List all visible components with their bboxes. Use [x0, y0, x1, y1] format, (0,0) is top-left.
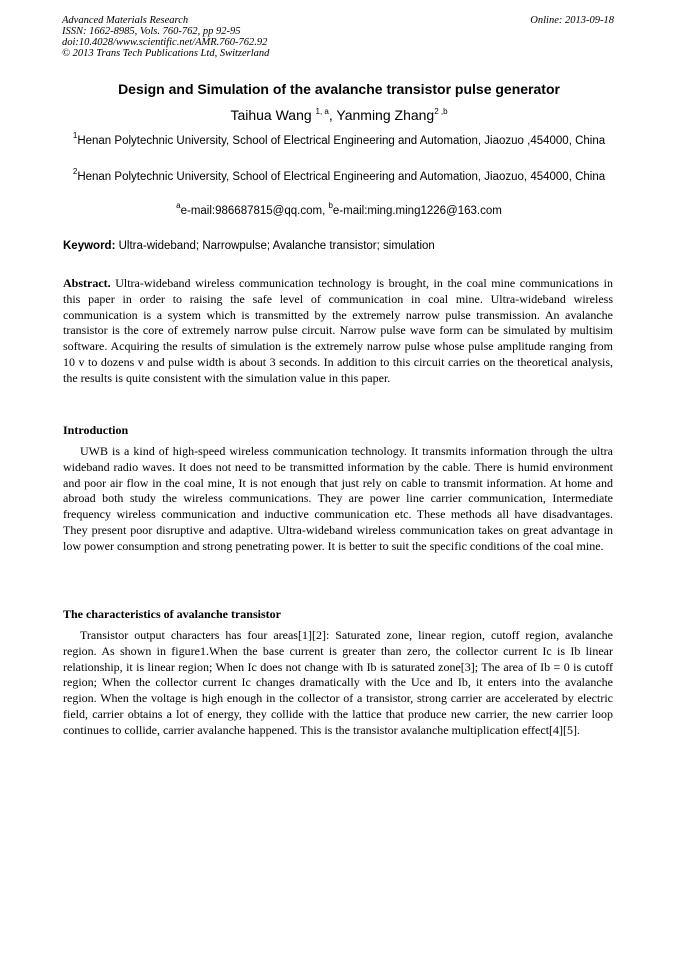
author-superscript: 1, a [315, 107, 329, 116]
affiliation-text: Henan Polytechnic University, School of Electrical Engineering and Automation, Jiaozuo ,454000, China [77, 135, 606, 147]
issn-line: ISSN: 1662-8985, Vols. 760-762, pp 92-95 [62, 26, 241, 37]
email-link[interactable]: e-mail:986687815@qq.com, [180, 205, 329, 217]
email-link[interactable]: e-mail:ming.ming1226@163.com [332, 205, 502, 217]
section-body: Transistor output characters has four areas[1][2]: Saturated zone, linear region, cutoff region, avalanche region. As shown in figure1.When the base current is greater than zero, the collector current Ic is Ib linear relationship, it is linear region; When Ic does not change with Ib is saturated zone[3]; The area of Ib = 0 is cutoff region; When the collector current Ic changes dramatically with the Uce and Ib, it enters into the avalanche region. When the voltage is high enough in the collector of a transistor, strong carrier are accelerated by electric field, carrier obtains a lot of energy, they collide with the lattice that produce new carrier, the new carrier loop continues to collide, carrier avalanche happened. This is the transistor avalanche multiplication effect[4][5]. [63, 628, 613, 737]
keywords [63, 240, 617, 252]
keyword-label: Keyword: [63, 240, 116, 252]
email-superscript: b [328, 201, 333, 210]
paper-title: Design and Simulation of the avalanche transistor pulse generator [118, 81, 560, 97]
affiliation-superscript: 1 [72, 131, 78, 140]
journal-name: Advanced Materials Research [62, 15, 189, 26]
author-name: Yanming Zhang [336, 107, 435, 123]
author-name: Taihua Wang [230, 107, 312, 123]
section-heading: The characteristics of avalanche transistor [63, 607, 281, 621]
affiliation-text: Henan Polytechnic University, School of Electrical Engineering and Automation, Jiaozuo, 454000, China [77, 171, 606, 183]
email-superscript: a [176, 201, 181, 210]
running-header [62, 15, 269, 59]
affiliation-superscript: 2 [72, 167, 78, 176]
abstract-label: Abstract. [63, 276, 111, 290]
author-superscript: 2 ,b [434, 107, 448, 116]
email-line [0, 201, 678, 217]
section-body: UWB is a kind of high-speed wireless communication technology. It transmits information through the ultra wideband radio waves. It does not need to be transmitted information by the cable. There is humid environment and poor air flow in the coal mine, It is not enough that just rely on cable to transmit information. At home and abroad both study the wireless communications. They are power line carrier communication, Intermediate frequency wireless communication and inductive communication etc. These methods all have disadvantages. They present poor disruptive and adaptive. Ultra-wideband wireless communication takes on great advantage in low power consumption and strong penetrating power. It is better to suit the specific conditions of the coal mine. [63, 444, 613, 553]
section-heading: Introduction [63, 423, 129, 437]
online-date: Online: 2013-09-18 [530, 15, 614, 26]
author-line [0, 107, 678, 123]
copyright-line: © 2013 Trans Tech Publications Ltd, Switzerland [62, 48, 270, 59]
author-separator: , [328, 107, 337, 123]
abstract-text: Ultra-wideband wireless communication technology is brought, in the coal mine communications in this paper in order to raising the safe level of communication in coal mine. Ultra-wideband wireless communication is a system which is transmitted by the extremely narrow pulse transmission. An avalanche transistor is the core of extremely narrow pulse circuit. Narrow pulse wave form can be simulated by multisim software. Acquiring the results of simulation is the extremely narrow pulse whose pulse amplitude ranging from 10 v to dozens v and pulse width is about 3 seconds. In addition to this circuit carries on the theoretical analysis, the results is quite consistent with the simulation value in this paper. [63, 276, 613, 385]
affiliation [62, 167, 616, 185]
keyword-text: Ultra-wideband; Narrowpulse; Avalanche transistor; simulation [115, 240, 435, 252]
doi-line[interactable]: doi:10.4028/www.scientific.net/AMR.760-762.92 [62, 37, 268, 48]
abstract [63, 276, 613, 387]
affiliation [62, 131, 616, 149]
